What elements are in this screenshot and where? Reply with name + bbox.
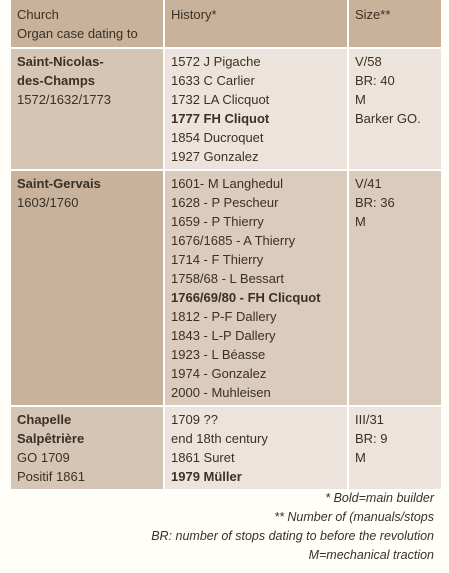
history-cell (165, 407, 349, 489)
case-dates: 1572/1632/1773 (17, 92, 111, 107)
history-entry: 1974 - Gonzalez (171, 366, 267, 381)
size-entry: M (355, 92, 366, 107)
size-entry: M (355, 214, 366, 229)
organ-table (11, 0, 441, 491)
header-case-label: Organ case dating to (17, 26, 138, 41)
table-row (11, 171, 441, 407)
church-cell (11, 171, 165, 405)
case-dates: 1603/1760 (17, 195, 79, 210)
history-entry: 1714 - F Thierry (171, 252, 264, 267)
history-entry: 1861 Suret (171, 450, 235, 465)
history-entry: 1709 ?? (171, 412, 218, 427)
church-cell (11, 49, 165, 169)
history-entry: 1732 LA Clicquot (171, 92, 270, 107)
header-size-label: Size** (355, 7, 391, 22)
church-name: des-Champs (17, 73, 96, 88)
size-entry: BR: 9 (355, 431, 388, 446)
history-entry: 1843 - L-P Dallery (171, 328, 276, 343)
header-church-label: Church (17, 7, 59, 22)
footnote-bold: * Bold=main builder (325, 491, 434, 505)
church-cell (11, 407, 165, 489)
history-entry-main-builder: 1766/69/80 - FH Clicquot (171, 290, 321, 305)
history-entry: 1601- M Langhedul (171, 176, 284, 191)
church-name: Salpêtrière (17, 431, 85, 446)
case-dates: Positif 1861 (17, 469, 85, 484)
size-cell (349, 407, 441, 489)
church-name: Saint-Nicolas- (17, 54, 104, 69)
size-entry: V/58 (355, 54, 382, 69)
size-cell (349, 171, 441, 405)
header-size (349, 0, 441, 47)
history-entry: 1628 - P Pescheur (171, 195, 279, 210)
footnote-br: BR: number of stops dating to before the revolution (151, 529, 434, 543)
table-row (11, 49, 441, 171)
history-cell (165, 171, 349, 405)
history-entry: 1633 C Carlier (171, 73, 255, 88)
table-row (11, 407, 441, 491)
header-history (165, 0, 349, 47)
case-dates: GO 1709 (17, 450, 70, 465)
history-entry-main-builder: 1979 Müller (171, 469, 242, 484)
size-entry: BR: 36 (355, 195, 395, 210)
history-entry: end 18th century (171, 431, 268, 446)
history-entry-main-builder: 1777 FH Cliquot (171, 111, 270, 126)
size-entry: III/31 (355, 412, 384, 427)
footnotes (151, 489, 434, 565)
history-entry: 1659 - P Thierry (171, 214, 264, 229)
size-cell (349, 49, 441, 169)
size-entry: BR: 40 (355, 73, 395, 88)
church-name: Chapelle (17, 412, 72, 427)
size-entry: Barker GO. (355, 111, 421, 126)
header-church (11, 0, 165, 47)
history-entry: 1927 Gonzalez (171, 149, 259, 164)
history-entry: 1923 - L Béasse (171, 347, 266, 362)
size-entry: M (355, 450, 366, 465)
history-entry: 2000 - Muhleisen (171, 385, 271, 400)
table-header-row (11, 0, 441, 49)
church-name: Saint-Gervais (17, 176, 101, 191)
history-entry: 1854 Ducroquet (171, 130, 264, 145)
history-entry: 1812 - P-F Dallery (171, 309, 277, 324)
footnote-size: ** Number of (manuals/stops (274, 510, 434, 524)
size-entry: V/41 (355, 176, 382, 191)
history-entry: 1572 J Pigache (171, 54, 261, 69)
history-cell (165, 49, 349, 169)
header-history-label: History* (171, 7, 217, 22)
footnote-mechanical: M=mechanical traction (308, 548, 434, 562)
history-entry: 1758/68 - L Bessart (171, 271, 284, 286)
history-entry: 1676/1685 - A Thierry (171, 233, 296, 248)
